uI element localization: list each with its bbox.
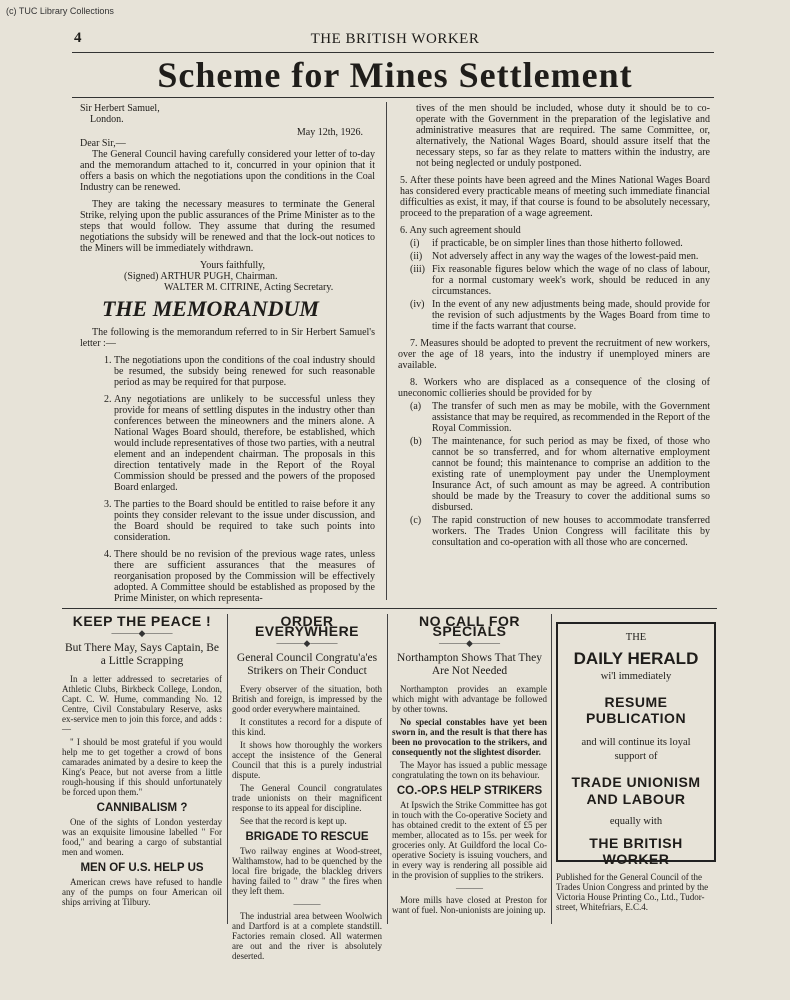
ornament-divider: ——— xyxy=(293,899,321,909)
order-everywhere-deck: General Council Congratu'a'es Strikers on Their Conduct xyxy=(236,652,378,677)
brigade-p2: The industrial area between Woolwich and Dartford is at a complete standstill. Factories remain closed. All watermen are out and the river is absolutely deserted. xyxy=(232,911,382,961)
men-of-us-heading: MEN OF U.S. HELP US xyxy=(80,862,204,874)
memorandum-item-6: 6. Any such agreement should xyxy=(400,225,521,236)
item8-sub-b: (b) The maintenance, for such period as may be fixed, of those who cannot be so transferred, and for whom alternative employment cannot be found; this maintenance to comprise an addition to the existing rate of unemployment pay under the Unemployment Insurance Act, of such amount as may be agreed. A contribution should be made by the Treasury to cover the additional sums so disbursed. xyxy=(410,436,710,513)
daily-herald-notice xyxy=(556,622,716,867)
memorandum-item-3: 3. The parties to the Board should be entitled to raise before it any points they consider relevant to the issue under discussion, and the Board should be required to take such points into consideration. xyxy=(114,499,375,543)
item6-sub-i: (i) if practicable, be on simpler lines than those hitherto followed. xyxy=(410,238,683,249)
order-everywhere-heading: ORDER EVERYWHERE xyxy=(254,613,360,639)
page-number: 4 xyxy=(74,30,82,46)
co-ops-p2: More mills have closed at Preston for want of fuel. Non-unionists are joining up. xyxy=(392,895,547,915)
item6-sublist xyxy=(398,238,710,332)
keep-the-peace-heading: KEEP THE PEACE ! xyxy=(72,613,212,629)
co-ops-p1: At Ipswich the Strike Committee has got in touch with the Co-operative Society and has obtained credit to the extent of £5 per member, allocated as to 15s. per week for groceries only. At Guildford the local Co-operative Society is issuing vouchers, and in every way is rendering all possible aid in the provision of supplies to the strikers. xyxy=(392,800,547,880)
keep-the-peace-deck: But There May, Says Captain, Be a Little Scrapping xyxy=(65,642,219,667)
bottom-column-2 xyxy=(232,613,382,964)
ornament-divider: ———◆——— xyxy=(111,628,173,638)
memorandum-list xyxy=(80,355,375,604)
ad-equally-with: equally with xyxy=(609,816,663,827)
header-rule xyxy=(72,52,714,53)
section-rule xyxy=(62,608,717,609)
letter-place: London. xyxy=(90,114,124,125)
order-p3: It shows how thoroughly the workers accept the insistence of the General Council that this is a purely industrial dispute. xyxy=(232,740,382,780)
no-call-p3: The Mayor has issued a public message congratulating the town on its behaviour. xyxy=(392,760,547,780)
ad-british-worker: THE BRITISH WORKER xyxy=(589,835,683,867)
no-call-heading: NO CALL FOR SPECIALS xyxy=(419,613,520,639)
item6-sub-iv: (iv) In the event of any new adjustments being made, should provide for the revision of such adjustments by the Wages Board from time to time if the facts warrant that course. xyxy=(410,299,710,332)
no-call-p1: Northampton provides an example which might with advantage be followed by other towns. xyxy=(392,684,547,714)
ad-immediately: wi'l immediately xyxy=(600,671,672,682)
keep-the-peace-p1: In a letter addressed to secretaries of Athletic Clubs, Birkbeck College, London, Capt. C. W. Hume, commanding No. 12 Centre, Civil Constabulary Reserve, asks ex-service men to join this force, and adds :— xyxy=(62,674,222,734)
publisher-imprint: Published for the General Council of the Trades Union Congress and printed by the Victoria House Printing Co., Ltd., Tudor-street, Whitefriars, E.C.4. xyxy=(556,872,709,912)
ornament-divider: ———◆——— xyxy=(276,638,338,648)
letter-closing: Yours faithfully, xyxy=(200,260,266,271)
column-right xyxy=(398,103,710,550)
headline-rule xyxy=(72,97,714,98)
ad-trade-unionism: TRADE UNIONISM AND LABOUR xyxy=(571,774,701,807)
brigade-p1: Two railway engines at Wood-street, Walthamstow, had to be quenched by the local fire brigade, the blackleg drivers having failed to " draw " the fires when they left them. xyxy=(232,846,382,896)
column-divider xyxy=(386,102,387,600)
ad-continue-support: and will continue its loyal support of xyxy=(581,737,691,762)
memorandum-intro: The following is the memorandum referred to in Sir Herbert Samuel's letter :— xyxy=(80,327,375,349)
bottom-column-3 xyxy=(392,613,547,918)
order-p5: See that the record is kept up. xyxy=(240,816,347,826)
no-call-deck: Northampton Shows That They Are Not Needed xyxy=(397,652,542,677)
letter-para-2: They are taking the necessary measures to terminate the General Strike, relying upon the public assurances of the Prime Minister as to the steps that would follow. They assume that during the resumed negotiations the subsidy will be renewed and that the lock-out notices to the Miners will be immediately withdrawn. xyxy=(80,199,375,254)
ad-resume-publication: RESUME PUBLICATION xyxy=(585,694,687,726)
memorandum-item-4: 4. There should be no revision of the previous wage rates, unless there are sufficient assurances that the measures of reorganisation proposed by the Commission will be effectively adopted. A Committee should be established as proposed by the Prime Minister, on which representa- xyxy=(114,549,375,604)
memorandum-item-1: 1. The negotiations upon the conditions of the coal industry should be resumed, the subsidy being renewed for such reasonable period as may be required for that purpose. xyxy=(114,355,375,388)
bottom-column-1 xyxy=(62,613,222,910)
item6-sub-iii: (iii) Fix reasonable figures below which the wage of no class of labour, for a normal customary week's work, should be reduced in any circumstances. xyxy=(410,264,710,297)
brigade-heading: BRIGADE TO RESCUE xyxy=(245,831,369,843)
memorandum-item-2: 2. Any negotiations are unlikely to be successful unless they provide for means of settling disputes in the industry other than conferences between the mineowners and the miners alone. A National Wages Board should, therefore, be established, which would include representatives of those two parties, with a neutral element and an independent chairman. The proposals in this direction tentatively made in the Report of the Royal Commission should be pressed and the powers of the proposed Board enlarged. xyxy=(114,394,375,493)
bottom-divider-1 xyxy=(227,614,228,924)
no-call-p2: No special constables have yet been sworn in, and the result is that there has been no provocation to the strikers, and consequently not the slightest disorder. xyxy=(392,717,547,757)
column-left xyxy=(80,103,375,610)
keep-the-peace-p2: " I should be most grateful if you would help me to get together a crowd of bons camarades animated by a desire to keep the King's Peace, but not averse from a little rough-housing if this should unfortunately be forced upon them." xyxy=(62,737,222,797)
letter-signed-2: WALTER M. CITRINE, Acting Secretary. xyxy=(164,282,334,293)
letter-salutation: Dear Sir,— xyxy=(80,138,126,149)
bottom-divider-3 xyxy=(551,614,552,924)
order-p4: The General Council congratulates trade unionists on their magnificent response to its appeal for discipline. xyxy=(232,783,382,813)
order-p2: It constitutes a record for a dispute of this kind. xyxy=(232,717,382,737)
memorandum-continuation: tives of the men should be included, whose duty it should be to co-operate with the Government in the preparation of the legislative and administrative measures that are required. The same Committee, or, alternatively, the National Wages Board, should assure itself that the necessary steps, so far as they relate to matters within the industry, are not being neglected or unduly postponed. xyxy=(416,103,710,169)
letter-para-1: The General Council having carefully considered your letter of to-day and the memorandum attached to it, concurred in your opinion that it offers a basis on which the negotiations upon the conditions in the Coal Industry can be renewed. xyxy=(80,149,375,193)
letter-date: May 12th, 1926. xyxy=(296,127,363,138)
ad-daily-herald: DAILY HERALD xyxy=(573,649,699,668)
letter-addressee: Sir Herbert Samuel, xyxy=(80,103,160,114)
ornament-divider: ———◆——— xyxy=(439,638,500,648)
item8-sub-a: (a) The transfer of such men as may be mobile, with the Government assistance that may be required, as recommended in the Report of the Royal Commission. xyxy=(410,401,710,434)
memorandum-item-5: 5. After these points have been agreed and the Mines National Wages Board has considered every practicable means of meeting such immediate financial difficulties as exist, it may, if that course is found to be absolutely necessary, proceed to the preparation of a wage agreement. xyxy=(400,175,710,219)
cannibalism-p: One of the sights of London yesterday was an exquisite limousine labelled " For food," and bearing a cargo of substantial men and women. xyxy=(62,817,222,857)
ornament-divider: ——— xyxy=(456,883,483,893)
item8-sublist xyxy=(398,401,710,548)
bottom-divider-2 xyxy=(387,614,388,924)
memorandum-title: THE MEMORANDUM xyxy=(102,296,319,321)
order-p1: Every observer of the situation, both British and foreign, is impressed by the good order everywhere maintained. xyxy=(232,684,382,714)
memorandum-item-8: 8. Workers who are displaced as a consequence of the closing of uneconomic collieries should be provided for by xyxy=(398,377,710,399)
men-of-us-p: American crews have refused to handle any of the pumps on four American oil ships arriving at Tilbury. xyxy=(62,877,222,907)
item6-sub-ii: (ii) Not adversely affect in any way the wages of the lowest-paid men. xyxy=(410,251,699,262)
item8-sub-c: (c) The rapid construction of new houses to accommodate transferred workers. The Trades Union Congress will facilitate this by consultation and co-operation with all those who are concerned. xyxy=(410,515,710,548)
copyright-credit: (c) TUC Library Collections xyxy=(6,6,114,16)
letter-signed-1: (Signed) ARTHUR PUGH, Chairman. xyxy=(124,271,278,282)
ad-the: THE xyxy=(625,632,647,643)
paper-name: THE BRITISH WORKER xyxy=(310,31,480,47)
cannibalism-heading: CANNIBALISM ? xyxy=(96,802,188,814)
co-ops-heading: CO.-OP.S HELP STRIKERS xyxy=(396,785,543,797)
memorandum-item-7: 7. Measures should be adopted to prevent the recruitment of new workers, over the age of 18 years, into the industry if unemployed miners are available. xyxy=(398,338,710,371)
headline: Scheme for Mines Settlement xyxy=(157,55,633,95)
